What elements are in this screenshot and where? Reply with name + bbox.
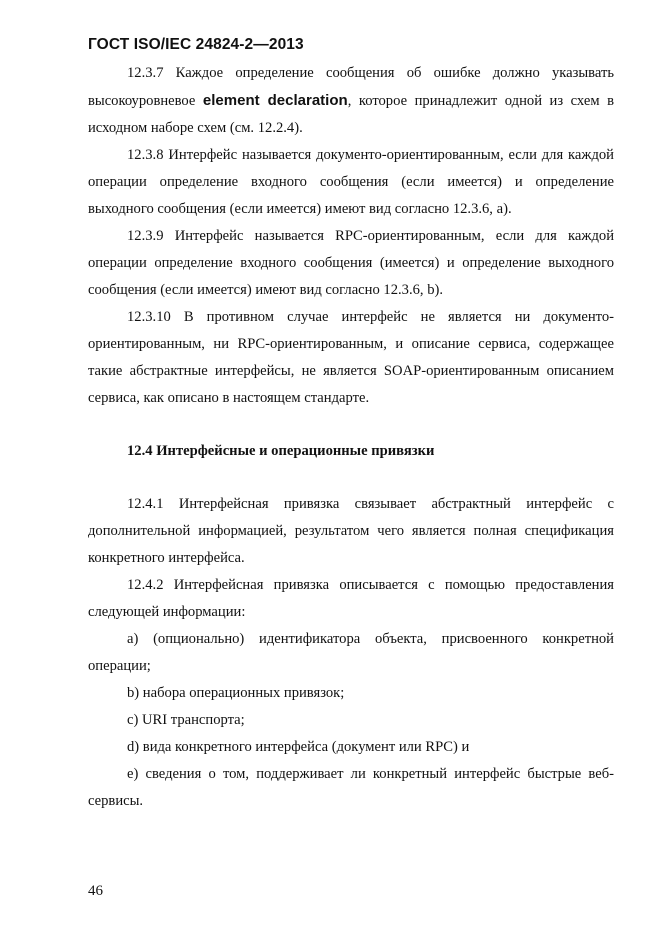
section-heading-12-4: 12.4 Интерфейсные и операционные привязки xyxy=(127,443,435,459)
page-number: 46 xyxy=(88,883,103,899)
paragraph-12-3-10: 12.3.10 В противном случае интерфейс не является ни документо-ориентированным, ни RPC-ориентированным, и описание сервиса, содержащее такие абстрактные интерфейсы, не является SOAP-ориентированным описанием сервиса, как описано в настоящем стандарте. xyxy=(88,309,614,406)
paragraph-12-3-7 xyxy=(88,60,614,142)
element-declaration-term: element declaration xyxy=(202,92,348,109)
paragraph-12-3-9: 12.3.9 Интерфейс называется RPC-ориентированным, если для каждой операции определение входного сообщения (имеется) и определение выходного сообщения (если имеется) имеют вид согласно 12.3.6, b). xyxy=(88,228,614,298)
paragraph-12-3-8: 12.3.8 Интерфейс называется документо-ориентированным, если для каждой операции определение входного сообщения (если имеется) и определение выходного сообщения (если имеется) имеют вид согласно 12.3.6, a). xyxy=(88,147,614,217)
page-body xyxy=(88,60,614,815)
paragraph-12-3-7-text-start: 12.3.7 Каждое определение сообщения об ошибке должно указывать высокоуровневое xyxy=(88,65,614,109)
paragraph-12-4-1: 12.4.1 Интерфейсная привязка связывает абстрактный интерфейс с дополнительной информацией, результатом чего является полная спецификация конкретного интерфейса. xyxy=(88,496,614,566)
document-header: ГОСТ ISO/IEC 24824-2—2013 xyxy=(88,36,304,53)
list-item-c: c) URI транспорта; xyxy=(127,712,245,728)
list-item-d: d) вида конкретного интерфейса (документ или RPC) и xyxy=(127,739,470,755)
list-item-e: e) сведения о том, поддерживает ли конкретный интерфейс быстрые веб-сервисы. xyxy=(88,766,614,809)
list-item-a: a) (опционально) идентификатора объекта, присвоенного конкретной операции; xyxy=(88,631,614,674)
list-item-b: b) набора операционных привязок; xyxy=(127,685,345,701)
paragraph-12-3-7-text-end: , которое принадлежит одной из схем в исходном наборе схем (см. 12.2.4). xyxy=(88,93,614,136)
paragraph-12-4-2: 12.4.2 Интерфейсная привязка описывается с помощью предоставления следующей информации: xyxy=(88,577,614,620)
